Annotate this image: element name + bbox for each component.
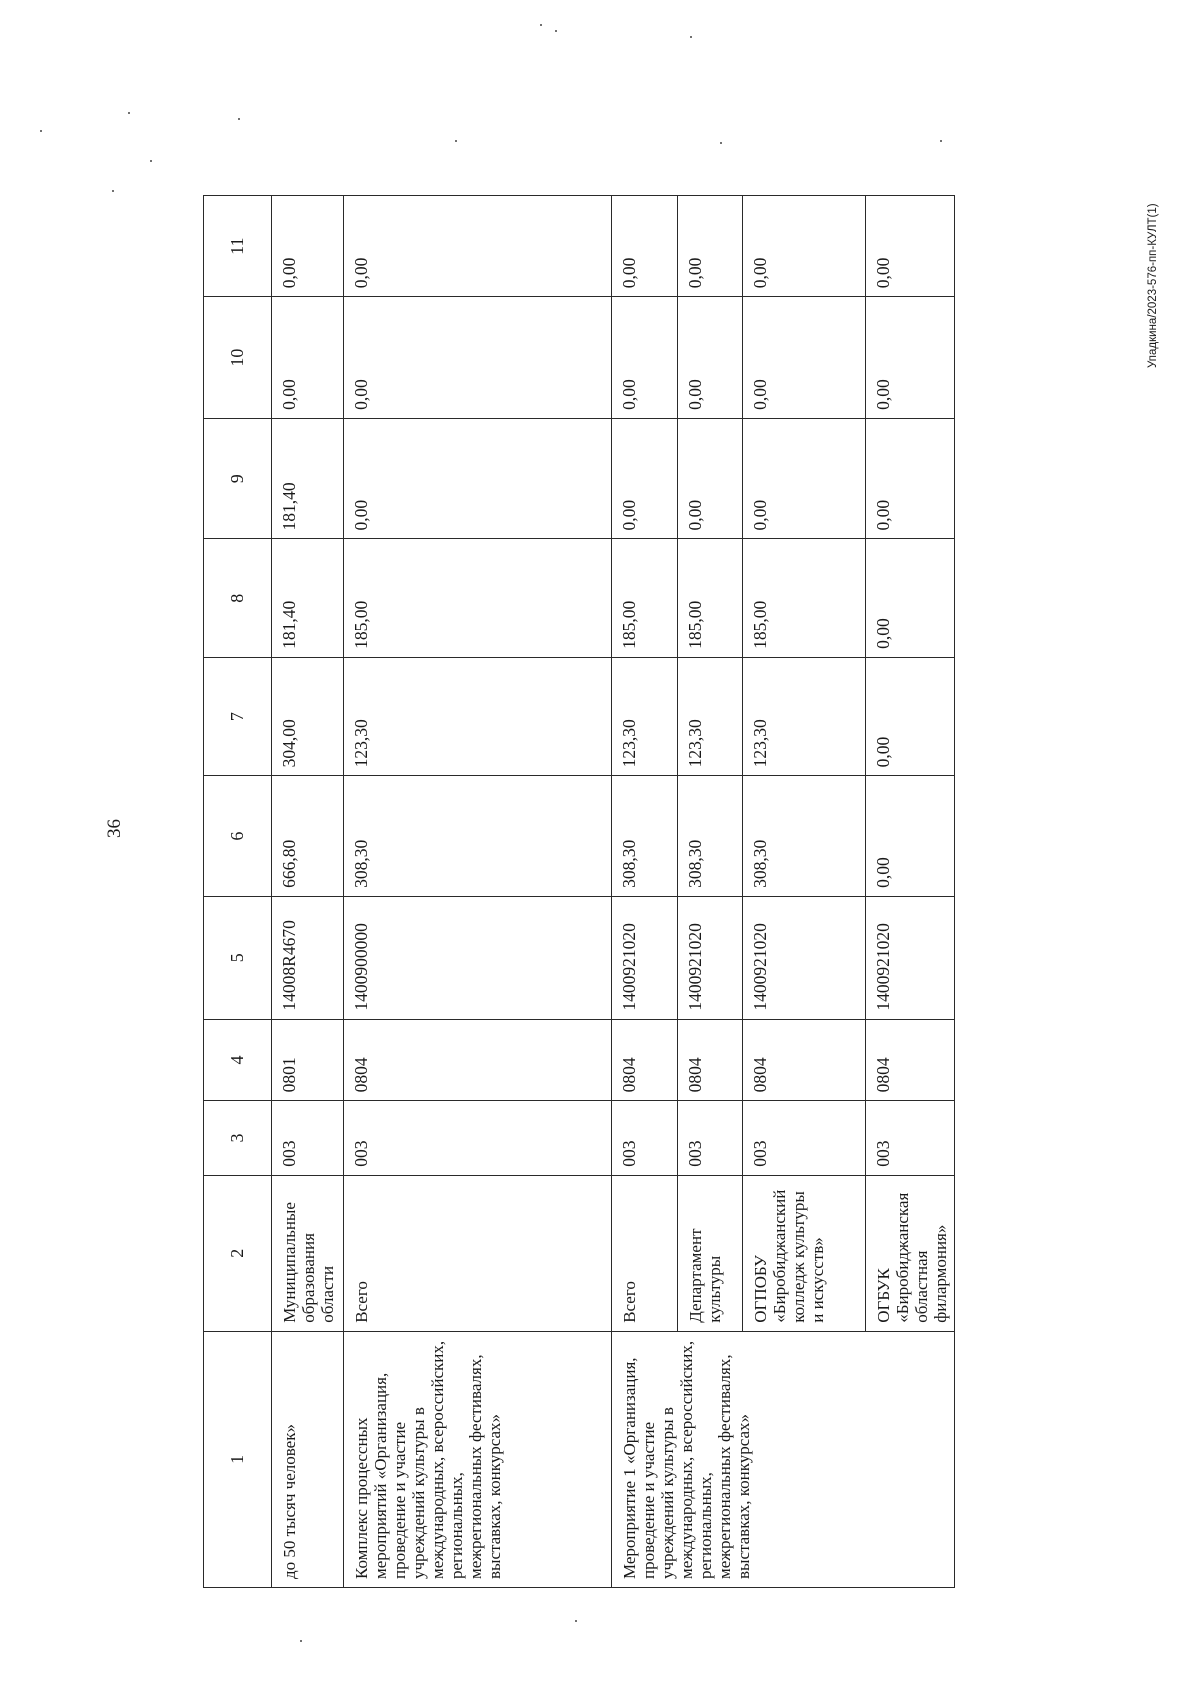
- value-cell: 123,30: [344, 657, 612, 775]
- value-cell: 0,00: [743, 297, 866, 419]
- executor-cell: Всего: [612, 1175, 678, 1331]
- row-label: Комплекс процессных мероприятий «Организация, проведение и участие учреждений культуры в международных, всероссийских, региональных, межрегиональных фестивалях, выставках, конкурсах»: [344, 1331, 612, 1587]
- value-cell: 0,00: [678, 418, 743, 539]
- scan-speck: [40, 130, 42, 132]
- value-cell: 0,00: [866, 297, 955, 419]
- footer-document-code: Упадкина/2023-576-пп-КУЛТ(1): [1147, 203, 1159, 368]
- code-cell: 003: [272, 1101, 344, 1175]
- table-row: [344, 196, 612, 1588]
- value-cell: 0,00: [866, 418, 955, 539]
- executor-cell: Всего: [344, 1175, 612, 1331]
- value-cell: 181,40: [272, 539, 344, 657]
- value-cell: 0,00: [678, 196, 743, 297]
- section-cell: 0804: [344, 1019, 612, 1101]
- scan-speck: [128, 112, 130, 114]
- header-cell: 2: [204, 1175, 272, 1331]
- budget-table: [203, 195, 955, 1588]
- section-cell: 0804: [866, 1019, 955, 1101]
- value-cell: 0,00: [272, 297, 344, 419]
- value-cell: 308,30: [612, 776, 678, 897]
- value-cell: 123,30: [743, 657, 866, 775]
- header-row: [204, 196, 272, 1588]
- row-label: до 50 тысяч человек»: [272, 1331, 344, 1587]
- section-cell: 0801: [272, 1019, 344, 1101]
- scan-speck: [940, 140, 942, 142]
- code-cell: 003: [866, 1101, 955, 1175]
- code-cell: 003: [743, 1101, 866, 1175]
- header-cell: 10: [204, 297, 272, 419]
- value-cell: 181,40: [272, 418, 344, 539]
- value-cell: 0,00: [344, 297, 612, 419]
- header-cell: 4: [204, 1019, 272, 1101]
- table-row: [612, 196, 678, 1588]
- section-cell: 0804: [743, 1019, 866, 1101]
- header-cell: 8: [204, 539, 272, 657]
- value-cell: 0,00: [344, 196, 612, 297]
- scan-speck: [112, 190, 114, 192]
- code-cell: 003: [678, 1101, 743, 1175]
- scan-speck: [720, 142, 722, 144]
- value-cell: 185,00: [344, 539, 612, 657]
- rotated-table-container: [203, 195, 951, 1588]
- header-cell: 1: [204, 1331, 272, 1587]
- scan-speck: [555, 30, 557, 32]
- code-cell: 003: [344, 1101, 612, 1175]
- executor-cell: Муниципальные образования области: [272, 1175, 344, 1331]
- value-cell: 0,00: [272, 196, 344, 297]
- target-code-cell: 14008R4670: [272, 896, 344, 1019]
- table-row: [272, 196, 344, 1588]
- value-cell: 0,00: [866, 657, 955, 775]
- target-code-cell: 1400921020: [612, 896, 678, 1019]
- executor-cell: Департамент культуры: [678, 1175, 743, 1331]
- value-cell: 185,00: [678, 539, 743, 657]
- scan-speck: [540, 24, 542, 26]
- executor-cell: ОГБУК «Биробиджанская областная филармония»: [866, 1175, 955, 1331]
- executor-cell: ОГПОБУ «Биробиджанский колледж культуры и искусств»: [743, 1175, 866, 1331]
- scan-speck: [575, 1620, 577, 1622]
- target-code-cell: 1400921020: [743, 896, 866, 1019]
- value-cell: 308,30: [743, 776, 866, 897]
- value-cell: 0,00: [344, 418, 612, 539]
- value-cell: 0,00: [866, 539, 955, 657]
- value-cell: 123,30: [678, 657, 743, 775]
- page-number: 36: [104, 819, 125, 838]
- target-code-cell: 1400900000: [344, 896, 612, 1019]
- header-cell: 3: [204, 1101, 272, 1175]
- value-cell: 0,00: [612, 418, 678, 539]
- section-cell: 0804: [612, 1019, 678, 1101]
- code-cell: 003: [612, 1101, 678, 1175]
- section-cell: 0804: [678, 1019, 743, 1101]
- target-code-cell: 1400921020: [866, 896, 955, 1019]
- value-cell: 0,00: [612, 196, 678, 297]
- scan-speck: [300, 1640, 302, 1642]
- value-cell: 185,00: [743, 539, 866, 657]
- scan-speck: [150, 160, 152, 162]
- scan-speck: [238, 118, 240, 120]
- value-cell: 0,00: [678, 297, 743, 419]
- value-cell: 304,00: [272, 657, 344, 775]
- scan-speck: [455, 140, 457, 142]
- header-cell: 9: [204, 418, 272, 539]
- value-cell: 0,00: [866, 196, 955, 297]
- target-code-cell: 1400921020: [678, 896, 743, 1019]
- value-cell: 0,00: [743, 196, 866, 297]
- row-label: Мероприятие 1 «Организация, проведение и участие учреждений культуры в международных, всероссийских, региональных, межрегиональных фестивалях, выставках, конкурсах»: [612, 1331, 955, 1587]
- header-cell: 6: [204, 776, 272, 897]
- value-cell: 0,00: [612, 297, 678, 419]
- value-cell: 308,30: [678, 776, 743, 897]
- header-cell: 11: [204, 196, 272, 297]
- value-cell: 123,30: [612, 657, 678, 775]
- value-cell: 308,30: [344, 776, 612, 897]
- header-cell: 5: [204, 896, 272, 1019]
- value-cell: 0,00: [866, 776, 955, 897]
- value-cell: 666,80: [272, 776, 344, 897]
- scan-speck: [690, 36, 692, 38]
- header-cell: 7: [204, 657, 272, 775]
- value-cell: 0,00: [743, 418, 866, 539]
- value-cell: 185,00: [612, 539, 678, 657]
